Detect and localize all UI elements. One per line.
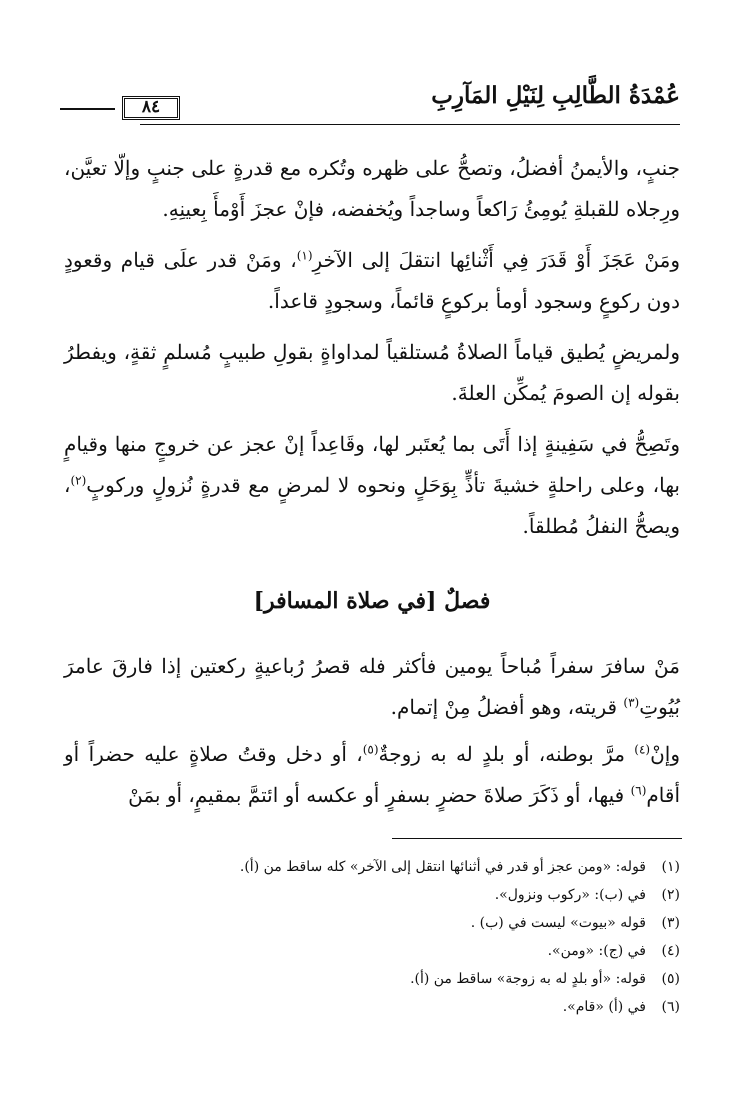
paragraph-6-text-d: فيها، أو ذَكَرَ صلاةَ حضرٍ بسفرٍ أو عكسه أو ائتمَّ بمقيمٍ، أو بمَنْ [128,783,631,807]
footnote-separator [392,838,682,839]
paragraph-1: جنبٍ، والأيمنُ أفضلُ، وتصحُّ على ظهره وتُكره مع قدرةٍ على جنبٍ وإلّا تعيَّن، ورِجلاه للقبلةِ يُومِئُ رَاكعاً وساجداً ويُخفضه، فإنْ عجزَ أَوْمأَ بِعينِهِ. [64,156,680,221]
paragraph-5 [64,646,680,728]
paragraph-2-text-b: ، ومَنْ قدر علَى قيام وقعودٍ دون ركوعٍ وسجود أومأ بركوعٍ قائماً، وسجودٍ قاعداً. [64,248,680,313]
footnote-number: (٣) [661,915,680,931]
header-dash-line [60,108,115,110]
footnote-number: (٥) [661,971,680,987]
footnote-item [64,993,680,1021]
footnote-item [64,909,680,937]
paragraph-6-text-a: وإنْ [650,742,681,766]
footnote-item [64,853,680,881]
footnote-text: قوله «بيوت» ليست في (ب) . [470,915,646,931]
footnote-item [64,937,680,965]
paragraph-4 [64,424,680,547]
paragraph-6 [64,734,680,816]
footnote-text: في (أ) «قام». [562,999,646,1015]
header-rule [140,124,680,125]
paragraph-3: ولمريضٍ يُطيق قياماً الصلاةُ مُستلقياً لمداواةٍ بقولِ طبيبٍ مُسلمٍ ثقةٍ، ويفطرُ بقوله إن الصومَ يُمكِّن العلةَ. [64,340,680,405]
footnote-text: قوله: «أو بلدٍ له به زوجة» ساقط من (أ). [410,971,646,987]
paragraph-4-text-a: وتَصِحُّ في سَفِينةٍ إذا أَتَى بما يُعتَبر لها، وقَاعِداً إنْ عجز عن خروجٍ منها وقيامٍ بها، وعلى راحلةٍ خشيةَ تأذٍّ بِوَحَلٍ ونحوه لا لمرضٍ مع قدرةٍ نُزولٍ وركوبٍ [64,432,680,497]
footnote-ref-5[interactable]: (٥) [362,742,379,757]
footnote-number: (٦) [661,999,680,1015]
footnote-text: في (ب): «ركوب ونزول». [494,887,646,903]
paragraph-4-text-b: ، ويصحُّ النفلُ مُطلقاً. [64,473,680,538]
footnote-text: في (ج): «ومن». [547,943,646,959]
footnotes-list [64,853,680,1021]
main-text [64,148,680,826]
footnote-number: (١) [661,859,680,875]
footnote-number: (٤) [661,943,680,959]
running-header [60,78,680,126]
paragraph-2-text-a: ومَنْ عَجَزَ أَوْ قَدَرَ فِي أَثْنائِها انتقلَ إلى الآخرِ [312,248,680,272]
footnote-item [64,965,680,993]
paragraph-6-text-b: مرَّ بوطنه، أو بلدٍ له به زوجةٌ [378,742,635,766]
footnote-text: قوله: «ومن عجز أو قدر في أثنائها انتقل إلى الآخر» كله ساقط من (أ). [239,859,646,875]
footnote-ref-6[interactable]: (٦) [630,783,647,798]
footnote-ref-2[interactable]: (٢) [70,473,87,488]
paragraph-2 [64,240,680,322]
footnote-ref-1[interactable]: (١) [296,248,313,263]
footnote-number: (٢) [661,887,680,903]
paragraph-6-text-c: ، أو دخل وقتُ صلاةٍ عليه حضراً أو أقام [64,742,680,807]
paragraph-5-text-b: قريته، وهو أفضلُ مِنْ إتمام. [390,695,624,719]
footnote-item [64,881,680,909]
footnote-ref-4[interactable]: (٤) [634,742,651,757]
paragraph-5-text-a: مَنْ سافرَ سفراً مُباحاً يومين فأكثر فله قصرُ رُباعيةٍ ركعتين إذا فارقَ عامرَ بُيُوتِ [64,654,680,719]
page-number: ٨٤ [122,96,180,120]
book-title: عُمْدَةُ الطَّالِبِ لِنَيْلِ المَآرِبِ [431,82,680,109]
footnote-ref-3[interactable]: (٣) [623,695,640,710]
section-heading: فصلٌ [في صلاة المسافر] [253,588,491,614]
